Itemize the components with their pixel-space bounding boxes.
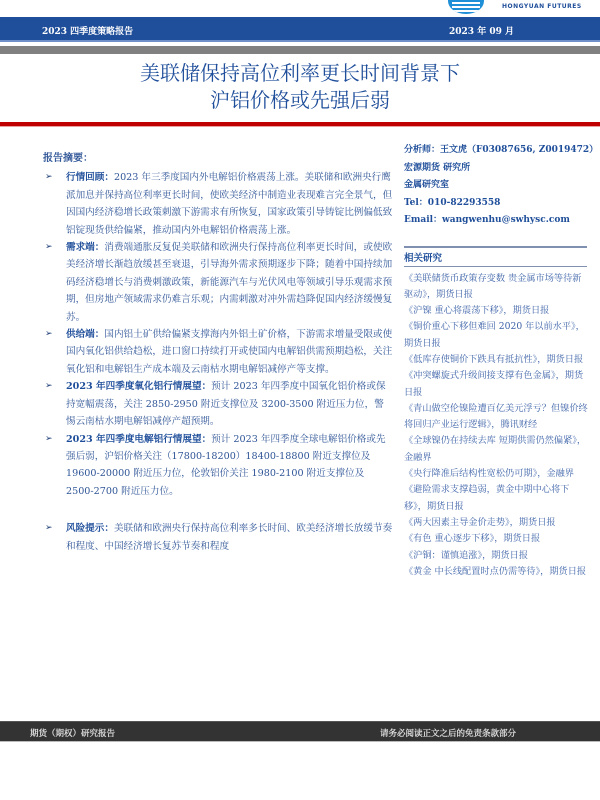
title-line-2: 沪铝价格或先强后弱 [210, 88, 390, 112]
related-item[interactable]: 《沪铜：谨慎追涨》，期货日报 [404, 549, 529, 561]
footer-disclaimer: 请务必阅读正文之后的免责条款部分 [380, 729, 517, 739]
summary-item [43, 431, 393, 501]
related-item[interactable]: 《沪镍 重心将震荡下移》，期货日报 [404, 305, 550, 317]
analyst-email[interactable]: Email：wangwenhu@swhysc.com [404, 215, 570, 225]
related-heading: 相关研究 [404, 246, 587, 267]
risk-item [43, 520, 393, 555]
item-text: 美联储和欧洲央行保持高位利率多长时间、欧美经济增长放缓节奏和程度、中国经济增长复苏节奏和程度 [66, 523, 393, 552]
arrow-bullet-icon: ➢ [45, 172, 53, 183]
summary-item [43, 169, 393, 239]
footer-bar [0, 721, 600, 742]
header-bar [0, 17, 600, 42]
related-item[interactable]: 《青山做空伦镍险遭百亿美元浮亏？但镍价终将回归产业运行逻辑》，腾讯财经 [404, 402, 588, 431]
related-item[interactable]: 《央行降准后结构性宽松仍可期》，金融界 [404, 468, 574, 480]
summary-item [43, 378, 393, 430]
item-text: 预计 2023 年四季度中国氧化铝价格或保持宽幅震荡，关注 2850-2950 附近支撑位及 3200-3500 附近压力位，警惕云南枯水期电解铝减停产超预期。 [66, 381, 386, 428]
item-label: 风险提示： [66, 523, 114, 535]
arrow-bullet-icon: ➢ [45, 523, 53, 534]
item-label: 2023 年四季度电解铝行情展望： [66, 433, 212, 445]
logo-text: HONGYUAN FUTURES [502, 3, 582, 10]
report-summary [43, 150, 393, 555]
related-item[interactable]: 《避险需求支撑趋弱，黄金中期中心将下移》，期货日报 [404, 484, 570, 512]
logo-emblem-icon [448, 0, 484, 14]
related-item[interactable]: 《全球镍仍在持续去库 短期供需仍然偏紧》，金融界 [404, 435, 587, 463]
item-label: 2023 年四季度氧化铝行情展望： [66, 381, 212, 393]
related-item[interactable]: 《黄金 中长线配置时点仍需等待》，期货日报 [404, 565, 587, 577]
summary-item [43, 326, 393, 378]
summary-heading: 报告摘要： [43, 153, 93, 164]
report-type: 2023 四季度策略报告 [42, 27, 134, 37]
arrow-bullet-icon: ➢ [45, 433, 53, 444]
analyst-dept: 金属研究室 [404, 180, 450, 190]
item-text: 国内铝土矿供给偏紧支撑海内外铝土矿价格，下游需求增量受限或使国内氧化铝供给趋松，进口窗口持续打开或使国内电解铝供需预期趋松，关注氧化铝和电解铝生产成本端及云南枯水期电解铝减停产等支撑。 [66, 329, 393, 375]
divider-grey [0, 46, 600, 54]
analyst-tel: Tel：010-82293558 [404, 197, 501, 208]
footer-left: 期货（期权）研究报告 [30, 729, 116, 739]
related-item[interactable]: 《铜价重心下移但难回 2020 年以前水平》，期货日报 [404, 321, 585, 349]
title-line-1: 美联储保持高位利率更长时间背景下 [140, 61, 460, 85]
related-item[interactable]: 《美联储货币政策存变数 贵金属市场等待新驱动》，期货日报 [404, 272, 582, 300]
arrow-bullet-icon: ➢ [45, 242, 53, 253]
related-item[interactable]: 《两大因素主导金价走势》，期货日报 [404, 516, 556, 528]
item-text: 预计 2023 年四季度全球电解铝价格或先强后弱，沪铝价格关注（17800-18200）18400-18800 附近支撑位及 19600-20000 附近压力位，伦敦铝价关注 1980-2100 附近支撑位及 2500-2700 附近压力位。 [66, 433, 386, 497]
page-title [0, 60, 600, 114]
item-label: 行情回顾： [66, 172, 114, 184]
item-text: 消费端通胀反复促美联储和欧洲央行保持高位利率更长时间，或使欧美经济增长渐趋放缓甚至衰退，引导海外需求预期逐步下降；随着中国持续加码经济稳增长与消费刺激政策，新能源汽车与光伏风电等领域引导乐观需求预期，但房地产领域需求仍难言乐观；内需刺激对冲外需趋降促国内经济缓慢复苏。 [66, 242, 393, 323]
divider-red [0, 122, 600, 127]
related-item[interactable]: 《低库存使铜价下跌具有抵抗性》，期货日报 [404, 353, 584, 365]
related-item[interactable]: 《有色 重心逐步下移》，期货日报 [404, 533, 541, 545]
related-item[interactable]: 《冲突螺旋式升级间接支撑有色金属》，期货日报 [404, 370, 584, 398]
analyst-name: 分析师：王文虎（F03087656, Z0019472） [404, 145, 599, 155]
item-text: 2023 年三季度国内外电解铝价格震荡上涨。美联储和欧洲央行鹰派加息并保持高位利率更长时间，使欧美经济中制造业表现难言完全景气，但因国内经济稳增长政策刺激下游需求有所恢复，国家政策引导铸锭比例偏低致铝锭现货供给偏紧，推动国内外电解铝价格震荡上涨。 [66, 172, 393, 236]
arrow-bullet-icon: ➢ [45, 329, 53, 340]
analyst-org: 宏源期货 研究所 [404, 162, 471, 173]
hongyuan-logo [440, 0, 590, 16]
item-label: 需求端： [66, 242, 105, 254]
report-date: 2023 年 09 月 [449, 27, 514, 37]
related-list [404, 271, 588, 581]
item-label: 供给端： [66, 329, 105, 341]
sidebar [404, 142, 599, 580]
summary-item [43, 239, 393, 326]
arrow-bullet-icon: ➢ [45, 381, 53, 392]
